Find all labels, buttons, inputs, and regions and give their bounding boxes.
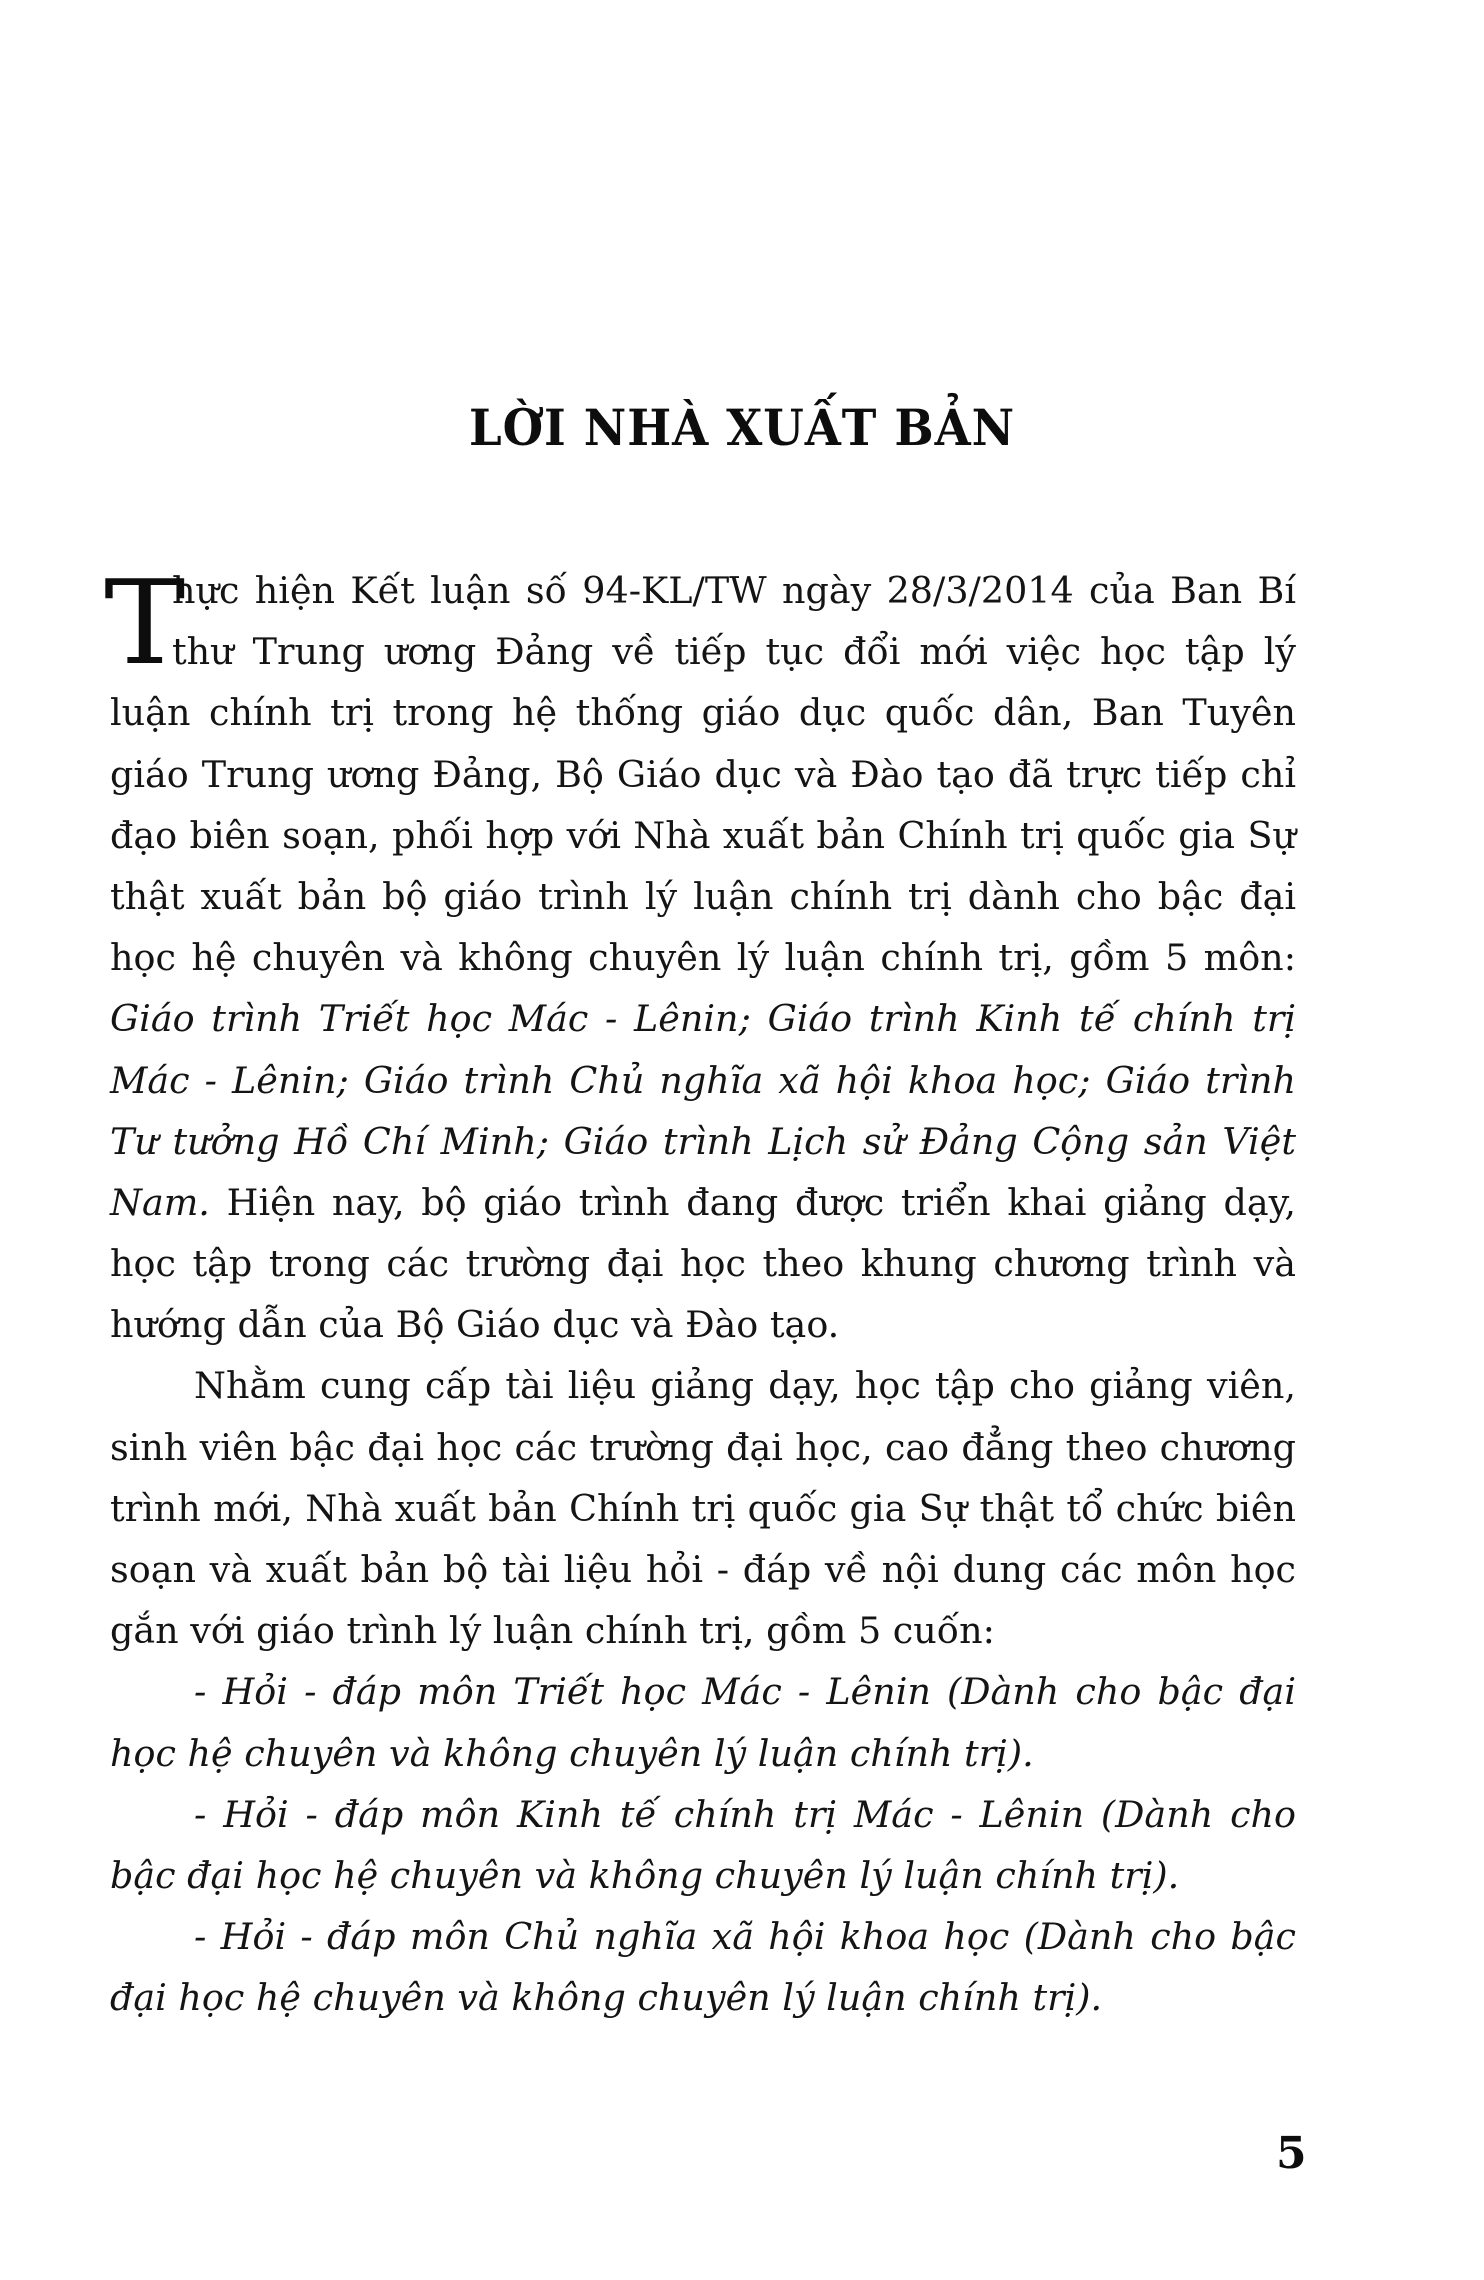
book-list-item: [110, 1784, 1296, 1906]
book-list-item: [110, 1661, 1296, 1783]
text-line: gắn với giáo trình lý luận chính trị, gồm 5 cuốn:: [110, 1609, 995, 1653]
text-line: đạo biên soạn, phối hợp với Nhà xuất bản Chính trị quốc gia Sự: [110, 813, 1296, 857]
text-line: hướng dẫn của Bộ Giáo dục và Đào tạo.: [110, 1303, 840, 1347]
text-line-italic: - Hỏi - đáp môn Triết học Mác - Lênin (Dành cho bậc đại: [194, 1670, 1296, 1714]
text-line-italic: học hệ chuyên và không chuyên lý luận chính trị).: [110, 1731, 1034, 1775]
text-line-mixed: [110, 1172, 1296, 1233]
drop-cap: T: [104, 556, 186, 691]
text-line-italic: - Hỏi - đáp môn Chủ nghĩa xã hội khoa học (Dành cho bậc: [194, 1915, 1296, 1959]
page-number: 5: [1276, 2128, 1307, 2179]
book-list: [110, 1661, 1296, 2028]
paragraph-2: [110, 1355, 1296, 1661]
paragraph-1: [104, 556, 1296, 1355]
text-line: hực hiện Kết luận số 94-KL/TW ngày 28/3/2014 của Ban Bí: [172, 569, 1296, 612]
text-line-italic: Giáo trình Triết học Mác - Lênin; Giáo trình Kinh tế chính trị: [110, 997, 1296, 1041]
text-line: học tập trong các trường đại học theo khung chương trình và: [110, 1242, 1296, 1286]
text-line: luận chính trị trong hệ thống giáo dục quốc dân, Ban Tuyên: [110, 691, 1296, 735]
text-line-italic: đại học hệ chuyên và không chuyên lý luận chính trị).: [110, 1976, 1103, 2020]
text-line: trình mới, Nhà xuất bản Chính trị quốc gia Sự thật tổ chức biên: [110, 1486, 1296, 1530]
text-line: thật xuất bản bộ giáo trình lý luận chính trị dành cho bậc đại: [110, 874, 1296, 918]
text-segment: Hiện nay, bộ giáo trình đang được triển khai giảng dạy,: [209, 1180, 1296, 1224]
text-line-italic: Mác - Lênin; Giáo trình Chủ nghĩa xã hội khoa học; Giáo trình: [110, 1058, 1296, 1102]
text-line-italic: bậc đại học hệ chuyên và không chuyên lý luận chính trị).: [110, 1853, 1180, 1897]
text-line: thư Trung ương Đảng về tiếp tục đổi mới việc học tập lý: [172, 630, 1296, 674]
page-title: LỜI NHÀ XUẤT BẢN: [468, 398, 1016, 457]
text-line: học hệ chuyên và không chuyên lý luận chính trị, gồm 5 môn:: [110, 936, 1296, 980]
body-text: [104, 556, 1296, 2029]
text-line: soạn và xuất bản bộ tài liệu hỏi - đáp về nội dung các môn học: [110, 1548, 1296, 1591]
text-line: giáo Trung ương Đảng, Bộ Giáo dục và Đào tạo đã trực tiếp chỉ: [110, 752, 1296, 796]
text-line: Nhằm cung cấp tài liệu giảng dạy, học tập cho giảng viên,: [194, 1364, 1296, 1408]
book-list-item: [110, 1906, 1296, 2028]
text-line: sinh viên bậc đại học các trường đại học, cao đẳng theo chương: [110, 1425, 1296, 1469]
text-line-italic: Tư tưởng Hồ Chí Minh; Giáo trình Lịch sử Đảng Cộng sản Việt: [110, 1119, 1296, 1163]
text-italic-segment: Nam.: [110, 1180, 210, 1224]
text-line-italic: - Hỏi - đáp môn Kinh tế chính trị Mác - Lênin (Dành cho: [194, 1792, 1296, 1836]
